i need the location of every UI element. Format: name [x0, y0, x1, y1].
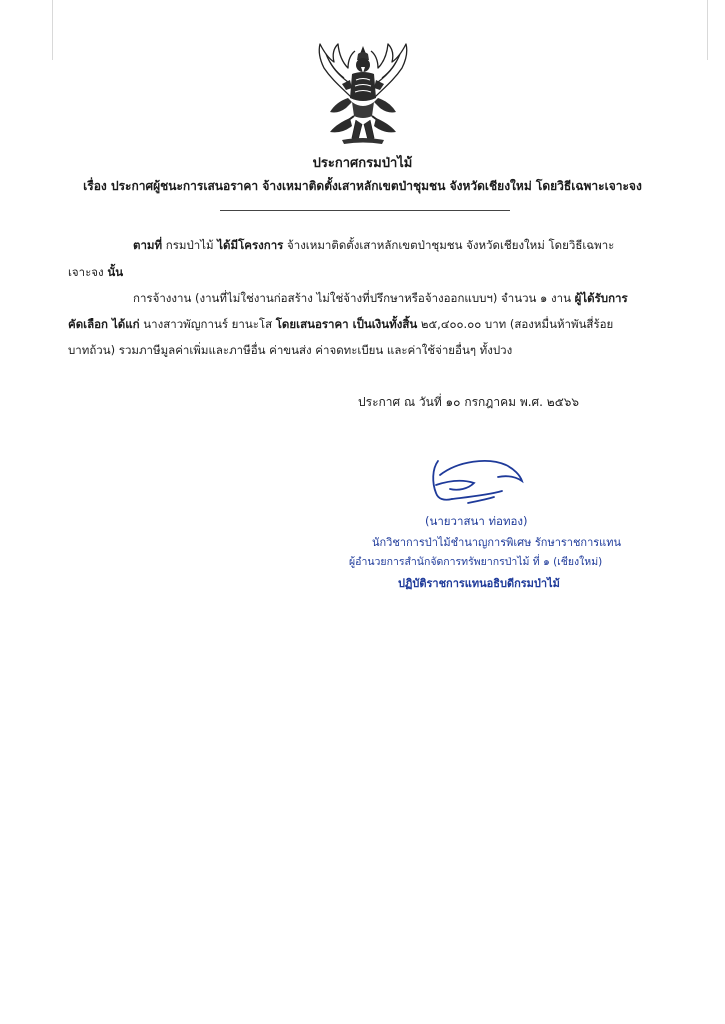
announcement-title: ประกาศกรมป่าไม้ [312, 156, 413, 171]
scan-edge-left [52, 0, 53, 60]
paragraph-1-lead: ตามที่ [133, 238, 163, 252]
paragraph-2-price-label: โดยเสนอราคา เป็นเงินทั้งสิ้น [275, 317, 418, 331]
paragraph-2-price-amount: ๒๕,๔๐๐.๐๐ บาท (สองหมื่นห้าพันสี่ร้อย [420, 317, 614, 331]
paragraph-1-project-label: ได้มีโครงการ [217, 238, 284, 252]
paragraph-1-line-2 [68, 264, 123, 282]
garuda-emblem-icon [312, 40, 414, 146]
scan-edge-right [707, 0, 708, 60]
paragraph-1-continuation: เจาะจง [68, 265, 104, 279]
paragraph-1-end: นั้น [107, 265, 124, 279]
paragraph-2-price-continuation: บาทถ้วน) รวมภาษีมูลค่าเพิ่มและภาษีอื่น ค่าขนส่ง ค่าจดทะเบียน และค่าใช้จ่ายอื่นๆ ทั้งปวง [68, 343, 513, 357]
signatory-position-2: ผู้อำนวยการสำนักจัดการทรัพยากรป่าไม้ ที่ ๑ (เชียงใหม่) [349, 556, 603, 568]
paragraph-2-line-1 [133, 290, 628, 308]
paragraph-2-winner-name: นางสาวพัญกานร์ ยานะโส [143, 317, 273, 331]
paragraph-2-line-3 [68, 342, 512, 360]
signatory-position-3: ปฏิบัติราชการแทนอธิบดีกรมป่าไม้ [398, 577, 560, 590]
paragraph-1-line-1 [133, 237, 614, 255]
announcement-subject: เรื่อง ประกาศผู้ชนะการเสนอราคา จ้างเหมาติดตั้งเสาหลักเขตป่าชุมชน จังหวัดเชียงใหม่ โดยวิธีเฉพาะเจาะจง [83, 179, 642, 193]
paragraph-2-line-2 [68, 316, 613, 334]
divider-line [220, 210, 510, 211]
paragraph-2-selected-label: ผู้ได้รับการ [574, 291, 628, 305]
signatory-name: (นายวาสนา ท่อทอง) [425, 514, 528, 528]
announcement-date: ประกาศ ณ วันที่ ๑๐ กรกฎาคม พ.ศ. ๒๕๖๖ [358, 395, 580, 409]
paragraph-1-agency: กรมป่าไม้ [165, 238, 214, 252]
paragraph-1-project-name: จ้างเหมาติดตั้งเสาหลักเขตป่าชุมชน จังหวัดเชียงใหม่ โดยวิธีเฉพาะ [287, 238, 615, 252]
paragraph-2-work-description: การจ้างงาน (งานที่ไม่ใช่งานก่อสร้าง ไม่ใช่จ้างที่ปรึกษาหรือจ้างออกแบบฯ) จำนวน ๑ งาน [133, 291, 571, 305]
signatory-position-1: นักวิชาการป่าไม้ชำนาญการพิเศษ รักษาราชการแทน [372, 536, 622, 549]
paragraph-2-winner-label: คัดเลือก ได้แก่ [68, 317, 140, 331]
handwritten-signature [428, 455, 524, 507]
